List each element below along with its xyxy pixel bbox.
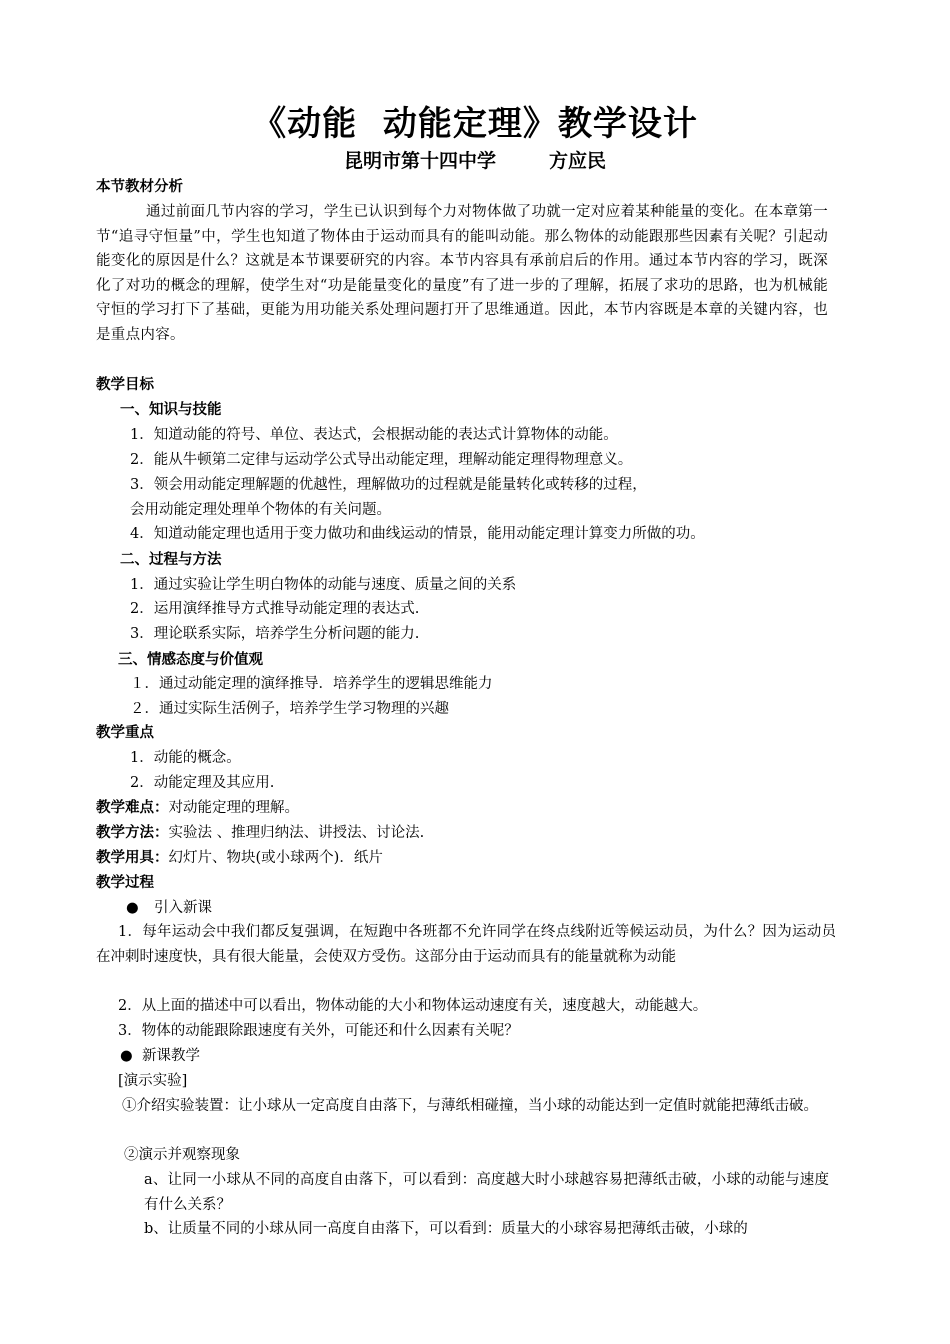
methods-label: 教学方法： [96,825,169,841]
objective-knowledge-2: 2．能从牛顿第二定律与运动学公式导出动能定理，理解动能定理得物理意义。 [130,452,633,468]
demo-step-2: ②演示并观察现象 [124,1147,240,1163]
section-heading-analysis: 本节教材分析 [96,179,183,195]
difficulty-label: 教学难点： [96,800,169,816]
demo-step-1: ①介绍实验装置：让小球从一定高度自由落下，与薄纸相碰撞，当小球的动能达到一定值时就能把薄纸击破。 [122,1098,818,1114]
key-point-1: 1．动能的概念。 [130,750,241,766]
demo-step-b: b、让质量不同的小球从同一高度自由落下，可以看到：质量大的小球容易把薄纸击破，小球的 [144,1221,748,1237]
methods-line [96,821,424,845]
objective-knowledge-1: 1．知道动能的符号、单位、表达式，会根据动能的表达式计算物体的动能。 [130,427,618,443]
intro-item-2: 2．从上面的描述中可以看出，物体动能的大小和物体运动速度有关，速度越大，动能越大。 [118,998,708,1014]
intro-item-1: 1．每年运动会中我们都反复强调，在短跑中各班都不允许同学在终点线附近等候运动员，为什么？因为运动员在冲刺时速度快，具有很大能量，会使双方受伤。这部分由于运动而具有的能量就称为动能 [96,924,836,965]
objective-process-1: 1．通过实验让学生明白物体的动能与速度、质量之间的关系 [130,577,517,593]
objective-process-2: 2．运用演绎推导方式推导动能定理的表达式. [130,601,420,617]
intro-bullet-icon: ● [126,900,139,916]
difficulty-line [96,796,299,820]
document-title: 《动能 动能定理》教学设计 [252,104,698,144]
objective-emotion-2: ２．通过实际生活例子，培养学生学习物理的兴趣 [130,701,449,717]
key-point-2: 2．动能定理及其应用. [130,775,275,791]
tools-label: 教学用具： [96,850,169,866]
tools-line [96,846,383,870]
tools-text: 幻灯片、物块(或小球两个)．纸片 [168,850,383,866]
demo-step-a: a、让同一小球从不同的高度自由落下，可以看到：高度越大时小球越容易把薄纸击破，小球的动能与速度有什么关系？ [144,1172,829,1213]
demo-heading: [演示实验] [118,1073,188,1089]
section-heading-objectives: 教学目标 [96,377,154,393]
difficulty-text: 对动能定理的理解。 [168,800,299,816]
subheading-knowledge: 一、知识与技能 [120,402,222,418]
subheading-emotion: 三、情感态度与价值观 [118,652,263,668]
objective-knowledge-3: 3．领会用动能定理解题的优越性，理解做功的过程就是能量转化或转移的过程， [130,477,647,493]
objective-emotion-1: １．通过动能定理的演绎推导．培养学生的逻辑思维能力 [130,676,493,692]
subheading-process: 二、过程与方法 [120,552,222,568]
intro-item-3: 3．物体的动能跟除跟速度有关外，可能还和什么因素有关呢？ [118,1023,519,1039]
section-heading-process: 教学过程 [96,875,154,891]
intro-label: 引入新课 [154,900,212,916]
new-lesson-label: 新课教学 [142,1048,200,1064]
objective-knowledge-3-cont: 会用动能定理处理单个物体的有关问题。 [130,502,391,518]
section-heading-key-points: 教学重点 [96,725,154,741]
new-lesson-bullet-icon: ● [120,1048,133,1064]
author-line: 昆明市第十四中学 方应民 [344,150,606,172]
methods-text: 实验法 、推理归纳法、讲授法、讨论法. [168,825,425,841]
objective-knowledge-4: 4．知道动能定理也适用于变力做功和曲线运动的情景，能用动能定理计算变力所做的功。 [130,526,705,542]
analysis-paragraph: 通过前面几节内容的学习，学生已认识到每个力对物体做了功就一定对应着某种能量的变化。在本章第一节“追寻守恒量”中，学生也知道了物体由于运动而具有的能叫动能。那么物体的动能跟那些因素有关呢？引起动能变化的原因是什么？这就是本节课要研究的内容。本节内容具有承前启后的作用。通过本节内容的学习，既深化了对功的概念的理解，使学生对“功是能量变化的量度”有了进一步的了理解，拓展了求功的思路，也为机械能守恒的学习打下了基础，更能为用功能关系处理问题打开了思维通道。因此，本节内容既是本章的关键内容，也是重点内容。 [96,204,828,343]
objective-process-3: 3．理论联系实际，培养学生分析问题的能力. [130,626,420,642]
